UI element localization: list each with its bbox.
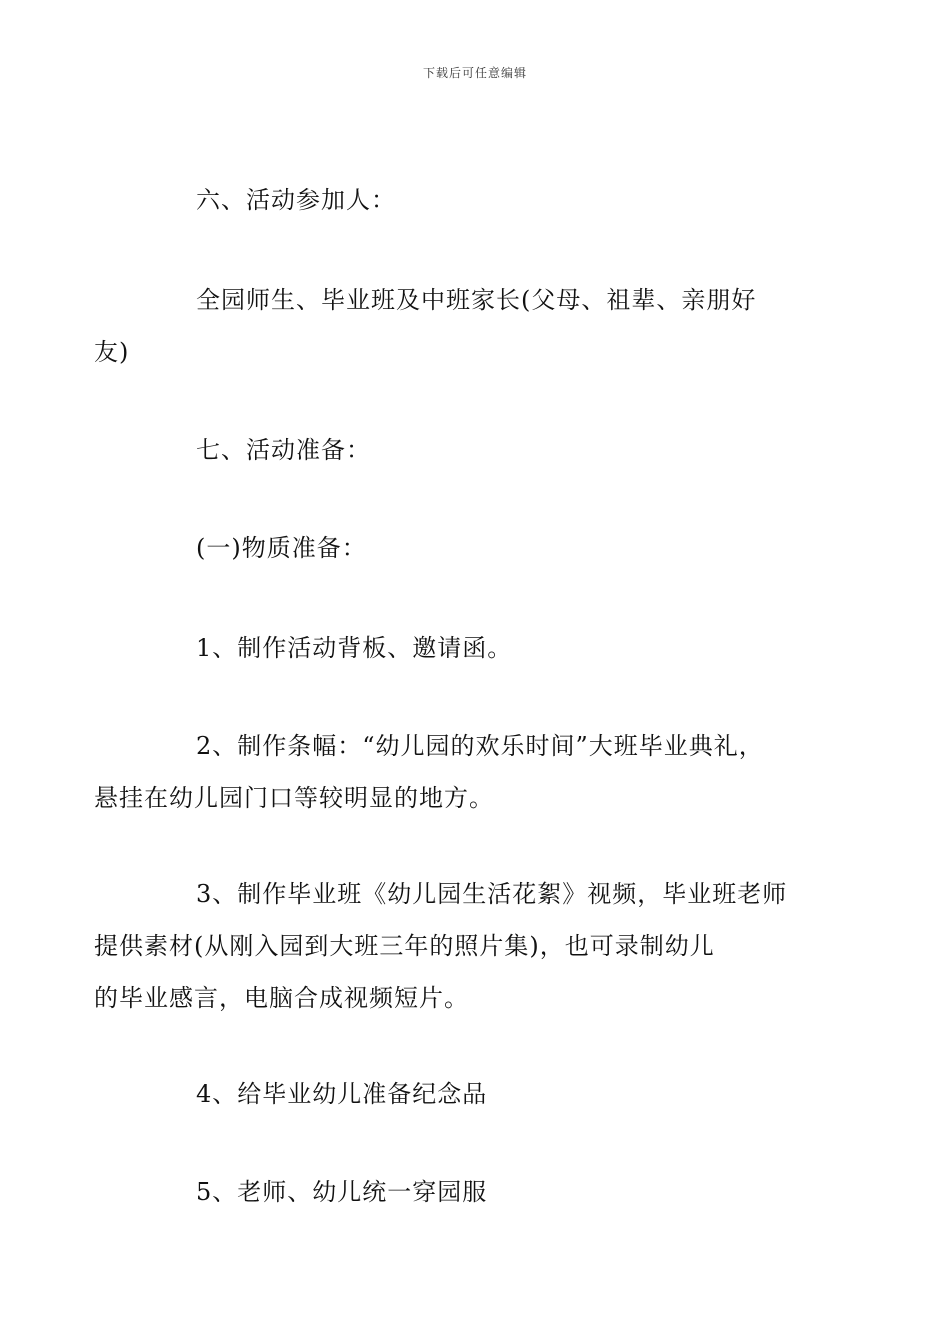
subsection-heading-materials xyxy=(145,522,810,574)
paragraph-line: 六、活动参加人： xyxy=(196,186,396,214)
paragraph-line: 的毕业感言，电脑合成视频短片。 xyxy=(94,984,469,1012)
list-item-4 xyxy=(145,1068,810,1120)
list-item-1 xyxy=(145,622,810,674)
list-item-3 xyxy=(94,868,810,1024)
list-item-5 xyxy=(145,1166,810,1218)
paragraph-line: 友) xyxy=(94,338,130,366)
section-heading-participants xyxy=(145,174,810,226)
paragraph-line: 悬挂在幼儿园门口等较明显的地方。 xyxy=(94,784,494,812)
paragraph-line: 提供素材(从刚入园到大班三年的照片集)，也可录制幼儿 xyxy=(94,932,715,960)
participants-paragraph xyxy=(94,274,810,378)
page-header-note: 下载后可任意编辑 xyxy=(422,66,527,80)
paragraph-line: 5、老师、幼儿统一穿园服 xyxy=(196,1178,488,1206)
paragraph-line: 七、活动准备： xyxy=(196,436,371,464)
paragraph-line: 1、制作活动背板、邀请函。 xyxy=(196,634,513,662)
paragraph-line: 3、制作毕业班《幼儿园生活花絮》视频，毕业班老师 xyxy=(196,880,788,908)
paragraph-line: (一)物质准备： xyxy=(196,534,367,562)
section-heading-preparation xyxy=(145,424,810,476)
list-item-2 xyxy=(94,720,810,824)
paragraph-line: 4、给毕业幼儿准备纪念品 xyxy=(196,1080,488,1108)
paragraph-line: 全园师生、毕业班及中班家长(父母、祖辈、亲朋好 xyxy=(196,286,757,314)
paragraph-line: 2、制作条幅：“幼儿园的欢乐时间”大班毕业典礼， xyxy=(196,732,764,760)
